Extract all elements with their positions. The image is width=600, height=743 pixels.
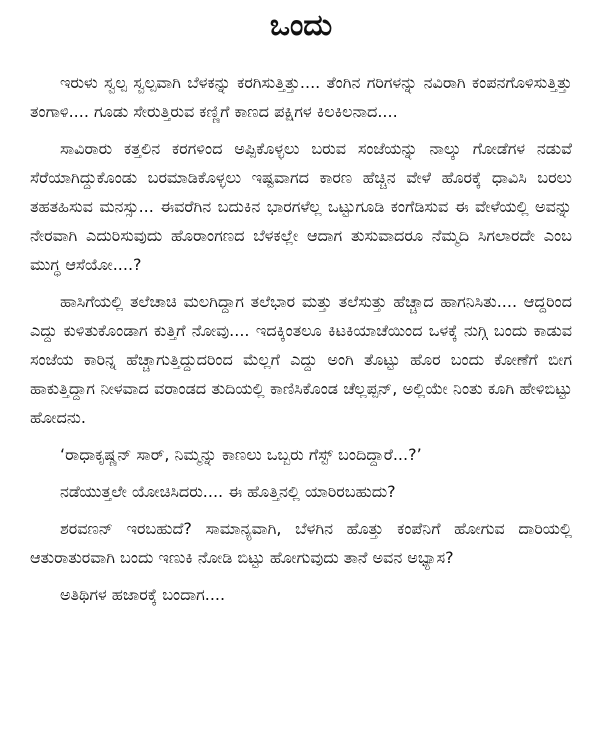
paragraph-1: ಇರುಳು ಸ್ವಲ್ಪ ಸ್ವಲ್ಪವಾಗಿ ಬೆಳಕನ್ನು ಕರಗಿಸುತ್ತಿತ್ತು.... ತೆಂಗಿನ ಗರಿಗಳನ್ನು ನವಿರಾಗಿ ಕಂಪನಗೊಳಿಸುತ್ತಿತ್ತು ತಂಗಾಳಿ.... ಗೂಡು ಸೇರುತ್ತಿರುವ ಕಣ್ಣಿಗೆ ಕಾಣದ ಪಕ್ಷಿಗಳ ಕಿಲಕಿಲನಾದ....: [30, 73, 572, 121]
paragraph-4-dialogue: ‘ರಾಧಾಕೃಷ್ಣನ್ ಸಾರ್, ನಿಮ್ಮನ್ನು ಕಾಣಲು ಒಬ್ಬರು ಗೆಸ್ಟ್ ಬಂದಿದ್ದಾರೆ...?’: [60, 445, 422, 464]
paragraph-3: ಹಾಸಿಗೆಯಲ್ಲಿ ತಲೆಚಾಚಿ ಮಲಗಿದ್ದಾಗ ತಲೆಭಾರ ಮತ್ತು ತಲೆಸುತ್ತು ಹೆಚ್ಚಾದ ಹಾಗನಿಸಿತು.... ಆದ್ದರಿಂದ ಎದ್ದು ಕುಳಿತುಕೊಂಡಾಗ ಕುತ್ತಿಗೆ ನೋವು.... ಇದಕ್ಕಿಂತಲೂ ಕಿಟಕಿಯಾಚೆಯಿಂದ ಒಳಕ್ಕೆ ನುಗ್ಗಿ ಬಂದು ಕಾಡುವ ಸಂಜೆಯ ಕಾರಿನ್ನ ಹೆಚ್ಚಾಗುತ್ತಿದ್ದುದರಿಂದ ಮೆಲ್ಲಗೆ ಎದ್ದು ಅಂಗಿ ತೊಟ್ಟು ಹೊರ ಬಂದು ಕೋಣೆಗೆ ಬೀಗ ಹಾಕುತ್ತಿದ್ದಾಗ ನೀಳವಾದ ವರಾಂಡದ ತುದಿಯಲ್ಲಿ ಕಾಣಿಸಿಕೊಂಡ ಚೆಲ್ಲಪ್ಪನ್, ಅಲ್ಲಿಯೇ ನಿಂತು ಕೂಗಿ ಹೇಳಿಬಿಟ್ಟು ಹೋದನು.: [30, 292, 572, 427]
paragraph-7: ಅತಿಥಿಗಳ ಹಜಾರಕ್ಕೆ ಬಂದಾಗ....: [60, 585, 226, 604]
paragraph-6: ಶರವಣನ್ ಇರಬಹುದೆ? ಸಾಮಾನ್ಯವಾಗಿ, ಬೆಳಗಿನ ಹೊತ್ತು ಕಂಪೆನಿಗೆ ಹೋಗುವ ದಾರಿಯಲ್ಲಿ ಆತುರಾತುರವಾಗಿ ಬಂದು ಇಣುಕಿ ನೋಡಿ ಬಿಟ್ಟು ಹೋಗುವುದು ತಾನೆ ಅವನ ಅಭ್ಯಾಸ?: [30, 519, 572, 567]
paragraph-2: ಸಾವಿರಾರು ಕತ್ತಲಿನ ಕರಗಳಿಂದ ಅಪ್ಪಿಕೊಳ್ಳಲು ಬರುವ ಸಂಜೆಯನ್ನು ನಾಲ್ಕು ಗೋಡೆಗಳ ನಡುವೆ ಸೆರೆಯಾಗಿದ್ದುಕೊಂಡು ಬರಮಾಡಿಕೊಳ್ಳಲು ಇಷ್ಟವಾಗದ ಕಾರಣ ಹೆಚ್ಚಿನ ವೇಳೆ ಹೊರಕ್ಕೆ ಧಾವಿಸಿ ಬರಲು ತಹತಹಿಸುವ ಮನಸ್ಸು... ಈವರೆಗಿನ ಬದುಕಿನ ಭಾರಗಳೆಲ್ಲ ಒಟ್ಟುಗೂಡಿ ಕಂಗೆಡಿಸುವ ಈ ವೇಳೆಯಲ್ಲಿ ಅವನ್ನು ನೇರವಾಗಿ ಎದುರಿಸುವುದು ಹೊರಾಂಗಣದ ಬೆಳಕಲ್ಲೇ ಆದಾಗ ತುಸುವಾದರೂ ನೆಮ್ಮದಿ ಸಿಗಲಾರದೇ ಎಂಬ ಮುಗ್ಧ ಆಸೆಯೋ....?: [30, 139, 572, 274]
chapter-title: ಒಂದು: [269, 8, 333, 43]
paragraph-5: ನಡೆಯುತ್ತಲೇ ಯೋಚಿಸಿದರು.... ಈ ಹೊತ್ತಿನಲ್ಲಿ ಯಾರಿರಬಹುದು?: [60, 482, 396, 501]
